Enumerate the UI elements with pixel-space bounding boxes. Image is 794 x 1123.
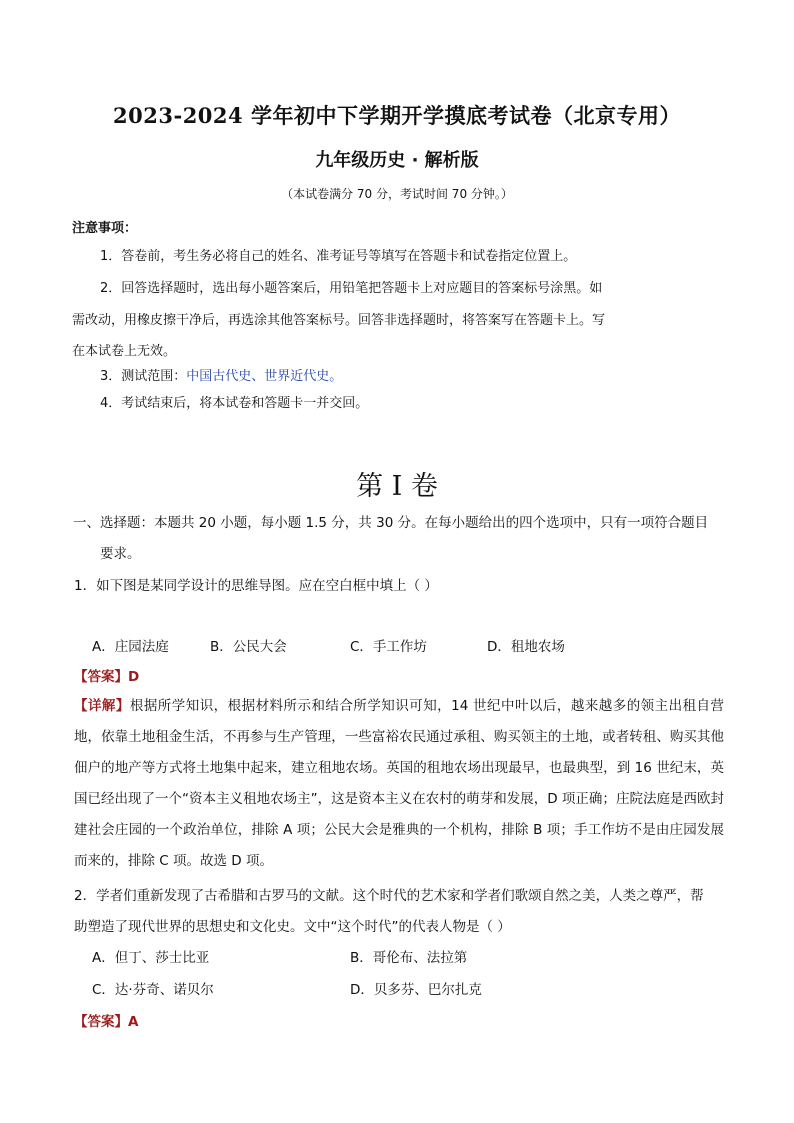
exam-info: （本试卷满分 70 分，考试时间 70 分钟。） (281, 187, 513, 201)
question-2-option-b: B．哥伦布、法拉第 (350, 950, 468, 966)
answer-value: D (128, 669, 140, 685)
notice-item-3-prefix: 3．测试范围： (100, 369, 187, 384)
notice-heading: 注意事项： (72, 221, 138, 236)
notice-item-2-line-3: 在本试卷上无效。 (72, 344, 177, 359)
explain-text: 根据所学知识，根据材料所示和结合所学知识可知，14 世纪中叶以后，越来越多的领主出租自营地，依靠土地租金生活，不再参与生产管理，一些富裕农民通过承租、购买领主的土地，或者转租、购买其他佃户的地产等方式将土地集中起来，建立租地农场。英国的租地农场出现最早，也最典型，到 16 世纪末，英国已经出现了一个“资本主义租地农场主”，这是资本主义在农村的萌芽和发展，D 项正确；庄院法庭是西欧封建社会庄园的一个政治单位，排除 A 项；公民大会是雅典的一个机构，排除 B 项；手工作坊不是由庄园发展而来的，排除 C 项。故选 D 项。 (74, 698, 725, 869)
notice-item-2-line-1: 2．回答选择题时，选出每小题答案后，用铅笔把答题卡上对应题目的答案标号涂黑。如 (100, 281, 603, 296)
answer-label: 【答案】 (74, 669, 128, 685)
question-1-stem: 1．如下图是某同学设计的思维导图。应在空白框中填上（ ） (74, 578, 438, 594)
question-1-option-c: C．手工作坊 (350, 639, 427, 655)
question-1-explanation (74, 691, 724, 877)
explain-label: 【详解】 (74, 698, 130, 714)
notice-item-1: 1．答卷前，考生务必将自己的姓名、准考证号等填写在答题卡和试卷指定位置上。 (100, 249, 577, 264)
question-2-option-d: D．贝多芬、巴尔扎克 (350, 982, 482, 998)
question-2-stem-line-1: 2．学者们重新发现了古希腊和古罗马的文献。这个时代的艺术家和学者们歌颂自然之美，人类之尊严，帮 (74, 888, 704, 904)
answer-value: A (128, 1014, 139, 1030)
question-2-option-c: C．达·芬奇、诺贝尔 (92, 982, 214, 998)
question-2-stem-line-2: 助塑造了现代世界的思想史和文化史。文中“这个时代”的代表人物是（ ） (74, 919, 511, 935)
notice-item-3 (100, 367, 342, 387)
section-instruction-line-1: 一、选择题：本题共 20 小题，每小题 1.5 分，共 30 分。在每小题给出的四个选项中，只有一项符合题目 (73, 515, 709, 531)
notice-item-2-line-2: 需改动，用橡皮擦干净后，再选涂其他答案标号。回答非选择题时，将答案写在答题卡上。写 (72, 313, 606, 328)
question-1-answer (74, 665, 139, 685)
document-title: 2023-2024 学年初中下学期开学摸底考试卷（北京专用） (113, 103, 681, 128)
question-1-option-b: B．公民大会 (210, 639, 287, 655)
document-subtitle: 九年级历史 · 解析版 (315, 150, 479, 171)
question-2-answer (74, 1010, 138, 1030)
notice-item-4: 4．考试结束后，将本试卷和答题卡一并交回。 (100, 396, 369, 411)
question-1-option-a: A．庄园法庭 (92, 639, 169, 655)
section-title: 第 I 卷 (356, 471, 438, 502)
answer-label: 【答案】 (74, 1014, 128, 1030)
question-2-option-a: A．但丁、莎士比亚 (92, 950, 210, 966)
question-1-option-d: D．租地农场 (487, 639, 565, 655)
section-instruction-line-2: 要求。 (100, 546, 141, 562)
test-range: 中国古代史、世界近代史。 (186, 369, 343, 384)
